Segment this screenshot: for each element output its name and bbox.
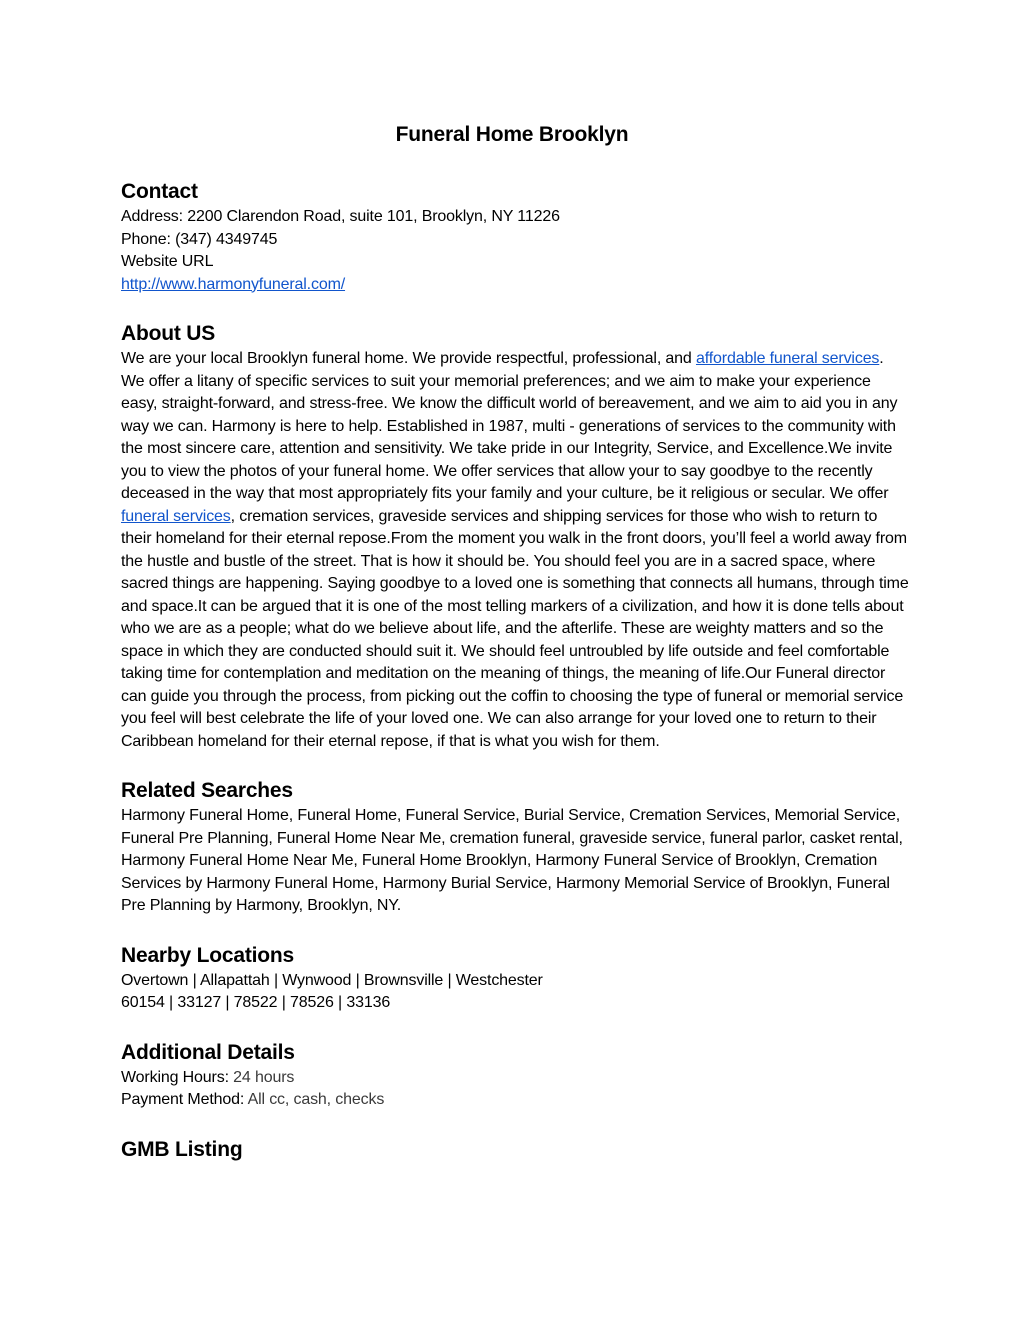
additional-details-section <box>121 1041 911 1112</box>
about-heading: About US <box>121 322 216 345</box>
nearby-locations-list: Overtown | Allapattah | Wynwood | Brownsville | Westchester <box>121 971 543 989</box>
gmb-listing-heading: GMB Listing <box>121 1137 243 1161</box>
about-paragraph <box>121 348 911 753</box>
website-link[interactable]: http://www.harmonyfuneral.com/ <box>121 275 346 293</box>
contact-heading: Contact <box>121 180 198 203</box>
nearby-zip-codes: 60154 | 33127 | 78522 | 78526 | 33136 <box>121 994 391 1011</box>
about-text-3: , cremation services, graveside services and shipping services for those who wish to return to their homeland for their eternal repose.From the moment you walk in the front doors, you’ll feel a world away from the hustle and bustle of the street. That is how it should be. You should feel you are in a sacred space, where sacred things are happening. Saying goodbye to a loved one is something that connects all humans, through time and space.It can be argued that it is one of the most telling markers of a civilization, and how it is done tells about who we are as a people; what do we believe about life, and the afterlife. These are weighty matters and so the space in which they are conducted should suit it. We should feel untroubled by life outside and feel comfortable taking time for contemplation and meditation on the meaning of things, the meaning of life.Our Funeral director can guide you through the process, from picking out the coffin to choosing the type of funeral or memorial service you feel will best celebrate the life of your loved one. We can also arrange for your loved one to return to their Caribbean homeland for their eternal repose, if that is what you wish for them. <box>121 507 909 750</box>
website-label: Website URL <box>121 253 214 270</box>
affordable-funeral-services-link[interactable]: affordable funeral services <box>695 350 880 367</box>
contact-phone: Phone: (347) 4349745 <box>121 230 278 248</box>
additional-details-heading: Additional Details <box>121 1040 295 1064</box>
working-hours-value: 24 hours <box>228 1068 295 1086</box>
related-searches-heading: Related Searches <box>121 779 293 802</box>
funeral-services-link[interactable]: funeral services <box>121 507 231 525</box>
nearby-locations-section <box>121 944 911 1015</box>
about-text-2: . We offer a litany of specific services to suit your memorial preferences; and we aim to make your experience easy, straight-forward, and stress-free. We know the difficult world of bereavement, and we aim to aid you in any way we can. Harmony is here to help. Established in 1987, multi - generations of services to the community with the most sincere care, attention and sensitivity. We take pride in our Integrity, Service, and Excellence.We invite you to view the photos of your funeral home. We offer services that allow your to say goodbye to the recently deceased in the way that most appropriately fits your family and your culture, be it religious or secular. We offer <box>121 350 898 502</box>
about-section <box>121 322 911 753</box>
document-body <box>121 180 911 1188</box>
page-title: Funeral Home Brooklyn <box>395 123 629 146</box>
about-text-1: We are your local Brooklyn funeral home. We provide respectful, professional, and <box>121 350 696 367</box>
related-searches-section <box>121 779 911 918</box>
working-hours-label: Working Hours: <box>121 1068 229 1086</box>
contact-section <box>121 180 911 296</box>
related-searches-text: Harmony Funeral Home, Funeral Home, Funeral Service, Burial Service, Cremation Services, Memorial Service, Funeral Pre Planning, Funeral Home Near Me, cremation funeral, graveside service, funeral parlor, casket rental, Harmony Funeral Home Near Me, Funeral Home Brooklyn, Harmony Funeral Service of Brooklyn, Cremation Services by Harmony Funeral Home, Harmony Burial Service, Harmony Memorial Service of Brooklyn, Funeral Pre Planning by Harmony, Brooklyn, NY. <box>121 807 903 914</box>
contact-address: Address: 2200 Clarendon Road, suite 101, Brooklyn, NY 11226 <box>121 208 560 225</box>
nearby-locations-heading: Nearby Locations <box>121 943 295 967</box>
payment-method <box>121 1089 911 1112</box>
working-hours <box>121 1067 911 1090</box>
payment-method-label: Payment Method: <box>121 1091 245 1108</box>
gmb-listing-section <box>121 1138 911 1162</box>
payment-method-value: All cc, cash, checks <box>244 1091 385 1108</box>
